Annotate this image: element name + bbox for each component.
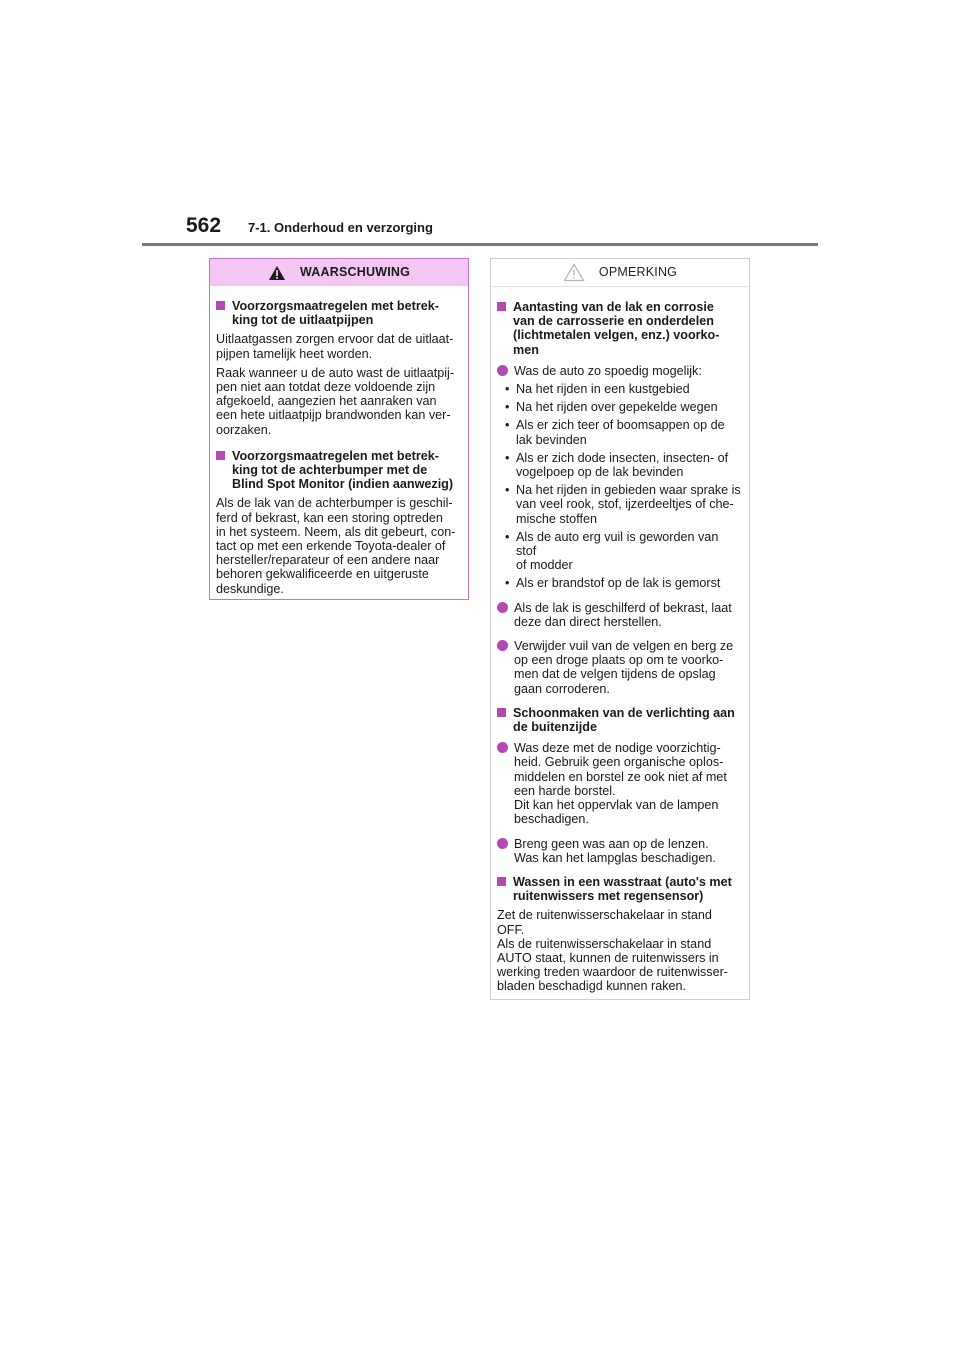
dot-list-item: Breng geen was aan op de lenzen. Was kan het lampglas beschadigen. <box>497 837 742 865</box>
square-bullet-icon <box>216 451 225 460</box>
bullet-list-item: • Na het rijden in een kustgebied <box>505 382 690 397</box>
circle-bullet-icon <box>497 838 508 849</box>
square-bullet-icon <box>497 877 506 886</box>
page-number: 562 <box>186 214 222 237</box>
notice-header <box>491 259 749 287</box>
section-title: 7-1. Onderhoud en verzorging <box>248 220 433 235</box>
circle-bullet-icon <box>497 742 508 753</box>
bullet-list-item: • Na het rijden over gepekelde wegen <box>505 400 718 415</box>
warning-heading-bumper: Voorzorgsmaatregelen met betrek- king tot de achterbumper met de Blind Spot Monitor (indien aanwezig) <box>216 449 461 492</box>
bullet-list-item: • Als de auto erg vuil is geworden van stof of modder <box>505 529 719 573</box>
header-rule <box>142 243 818 246</box>
warning-paragraph: Uitlaatgassen zorgen ervoor dat de uitlaat- pijpen tamelijk heet worden. <box>216 332 454 361</box>
square-bullet-icon <box>497 302 506 311</box>
notice-triangle-icon <box>563 263 585 282</box>
warning-paragraph: Als de lak van de achterbumper is geschil- ferd of bekrast, kan een storing optreden in het systeem. Neem, als dit gebeurt, con- tact op met een erkende Toyota-dealer of hersteller/reparateur of een andere naar behoren gekwalificeerde en uitgeruste deskundige. <box>216 496 456 596</box>
notice-heading-carwash: Wassen in een wasstraat (auto's met ruitenwissers met regensensor) <box>497 875 742 903</box>
warning-header <box>210 259 468 286</box>
circle-bullet-icon <box>497 602 508 613</box>
bullet-list-item: • Als er brandstof op de lak is gemorst <box>505 576 721 591</box>
bullet-list-item: • Als er zich dode insecten, insecten- of vogelpoep op de lak bevinden <box>505 450 729 480</box>
dot-list-item: Was deze met de nodige voorzichtig- heid. Gebruik geen organische oplos- middelen en borstel ze ook niet af met een harde borstel. Dit kan het oppervlak van de lampen beschadigen. <box>497 741 742 826</box>
bullet-list-item: • Als er zich teer of boomsappen op de lak bevinden <box>505 418 725 447</box>
warning-heading-exhaust: Voorzorgsmaatregelen met betrek- king tot de uitlaatpijpen <box>216 299 461 327</box>
warning-box <box>209 258 469 600</box>
warning-paragraph: Raak wanneer u de auto wast de uitlaatpij- pen niet aan totdat deze voldoende zijn afgekoeld, aangezien het aanraken van een hete uitlaatpijp brandwonden kan ver- oorzaken. <box>216 365 455 437</box>
notice-box <box>490 258 750 1000</box>
dot-list-item: Was de auto zo spoedig mogelijk: <box>497 364 742 378</box>
square-bullet-icon <box>216 301 225 310</box>
circle-bullet-icon <box>497 365 508 376</box>
dot-list-item: Als de lak is geschilferd of bekrast, laat deze dan direct herstellen. <box>497 601 742 629</box>
notice-title: OPMERKING <box>598 265 678 280</box>
bullet-list-item: • Na het rijden in gebieden waar sprake is van veel rook, stof, ijzerdeeltjes of che- mische stoffen <box>505 483 741 526</box>
dot-list-item: Verwijder vuil van de velgen en berg ze op een droge plaats op om te voorko- men dat de velgen tijdens de opslag gaan corroderen. <box>497 639 742 696</box>
notice-heading-paint: Aantasting van de lak en corrosie van de carrosserie en onderdelen (lichtmetalen velgen, enz.) voorko- men <box>497 300 742 357</box>
notice-paragraph: Zet de ruitenwisserschakelaar in stand OFF. Als de ruitenwisserschakelaar in stand AUTO staat, kunnen de ruitenwissers in werking treden waardoor de ruitenwisser- bladen beschadigd kunnen raken. <box>497 908 728 994</box>
notice-heading-lighting: Schoonmaken van de verlichting aan de buitenzijde <box>497 706 742 734</box>
circle-bullet-icon <box>497 640 508 651</box>
square-bullet-icon <box>497 708 506 717</box>
warning-title: WAARSCHUWING <box>299 265 411 280</box>
warning-triangle-icon <box>268 265 286 281</box>
